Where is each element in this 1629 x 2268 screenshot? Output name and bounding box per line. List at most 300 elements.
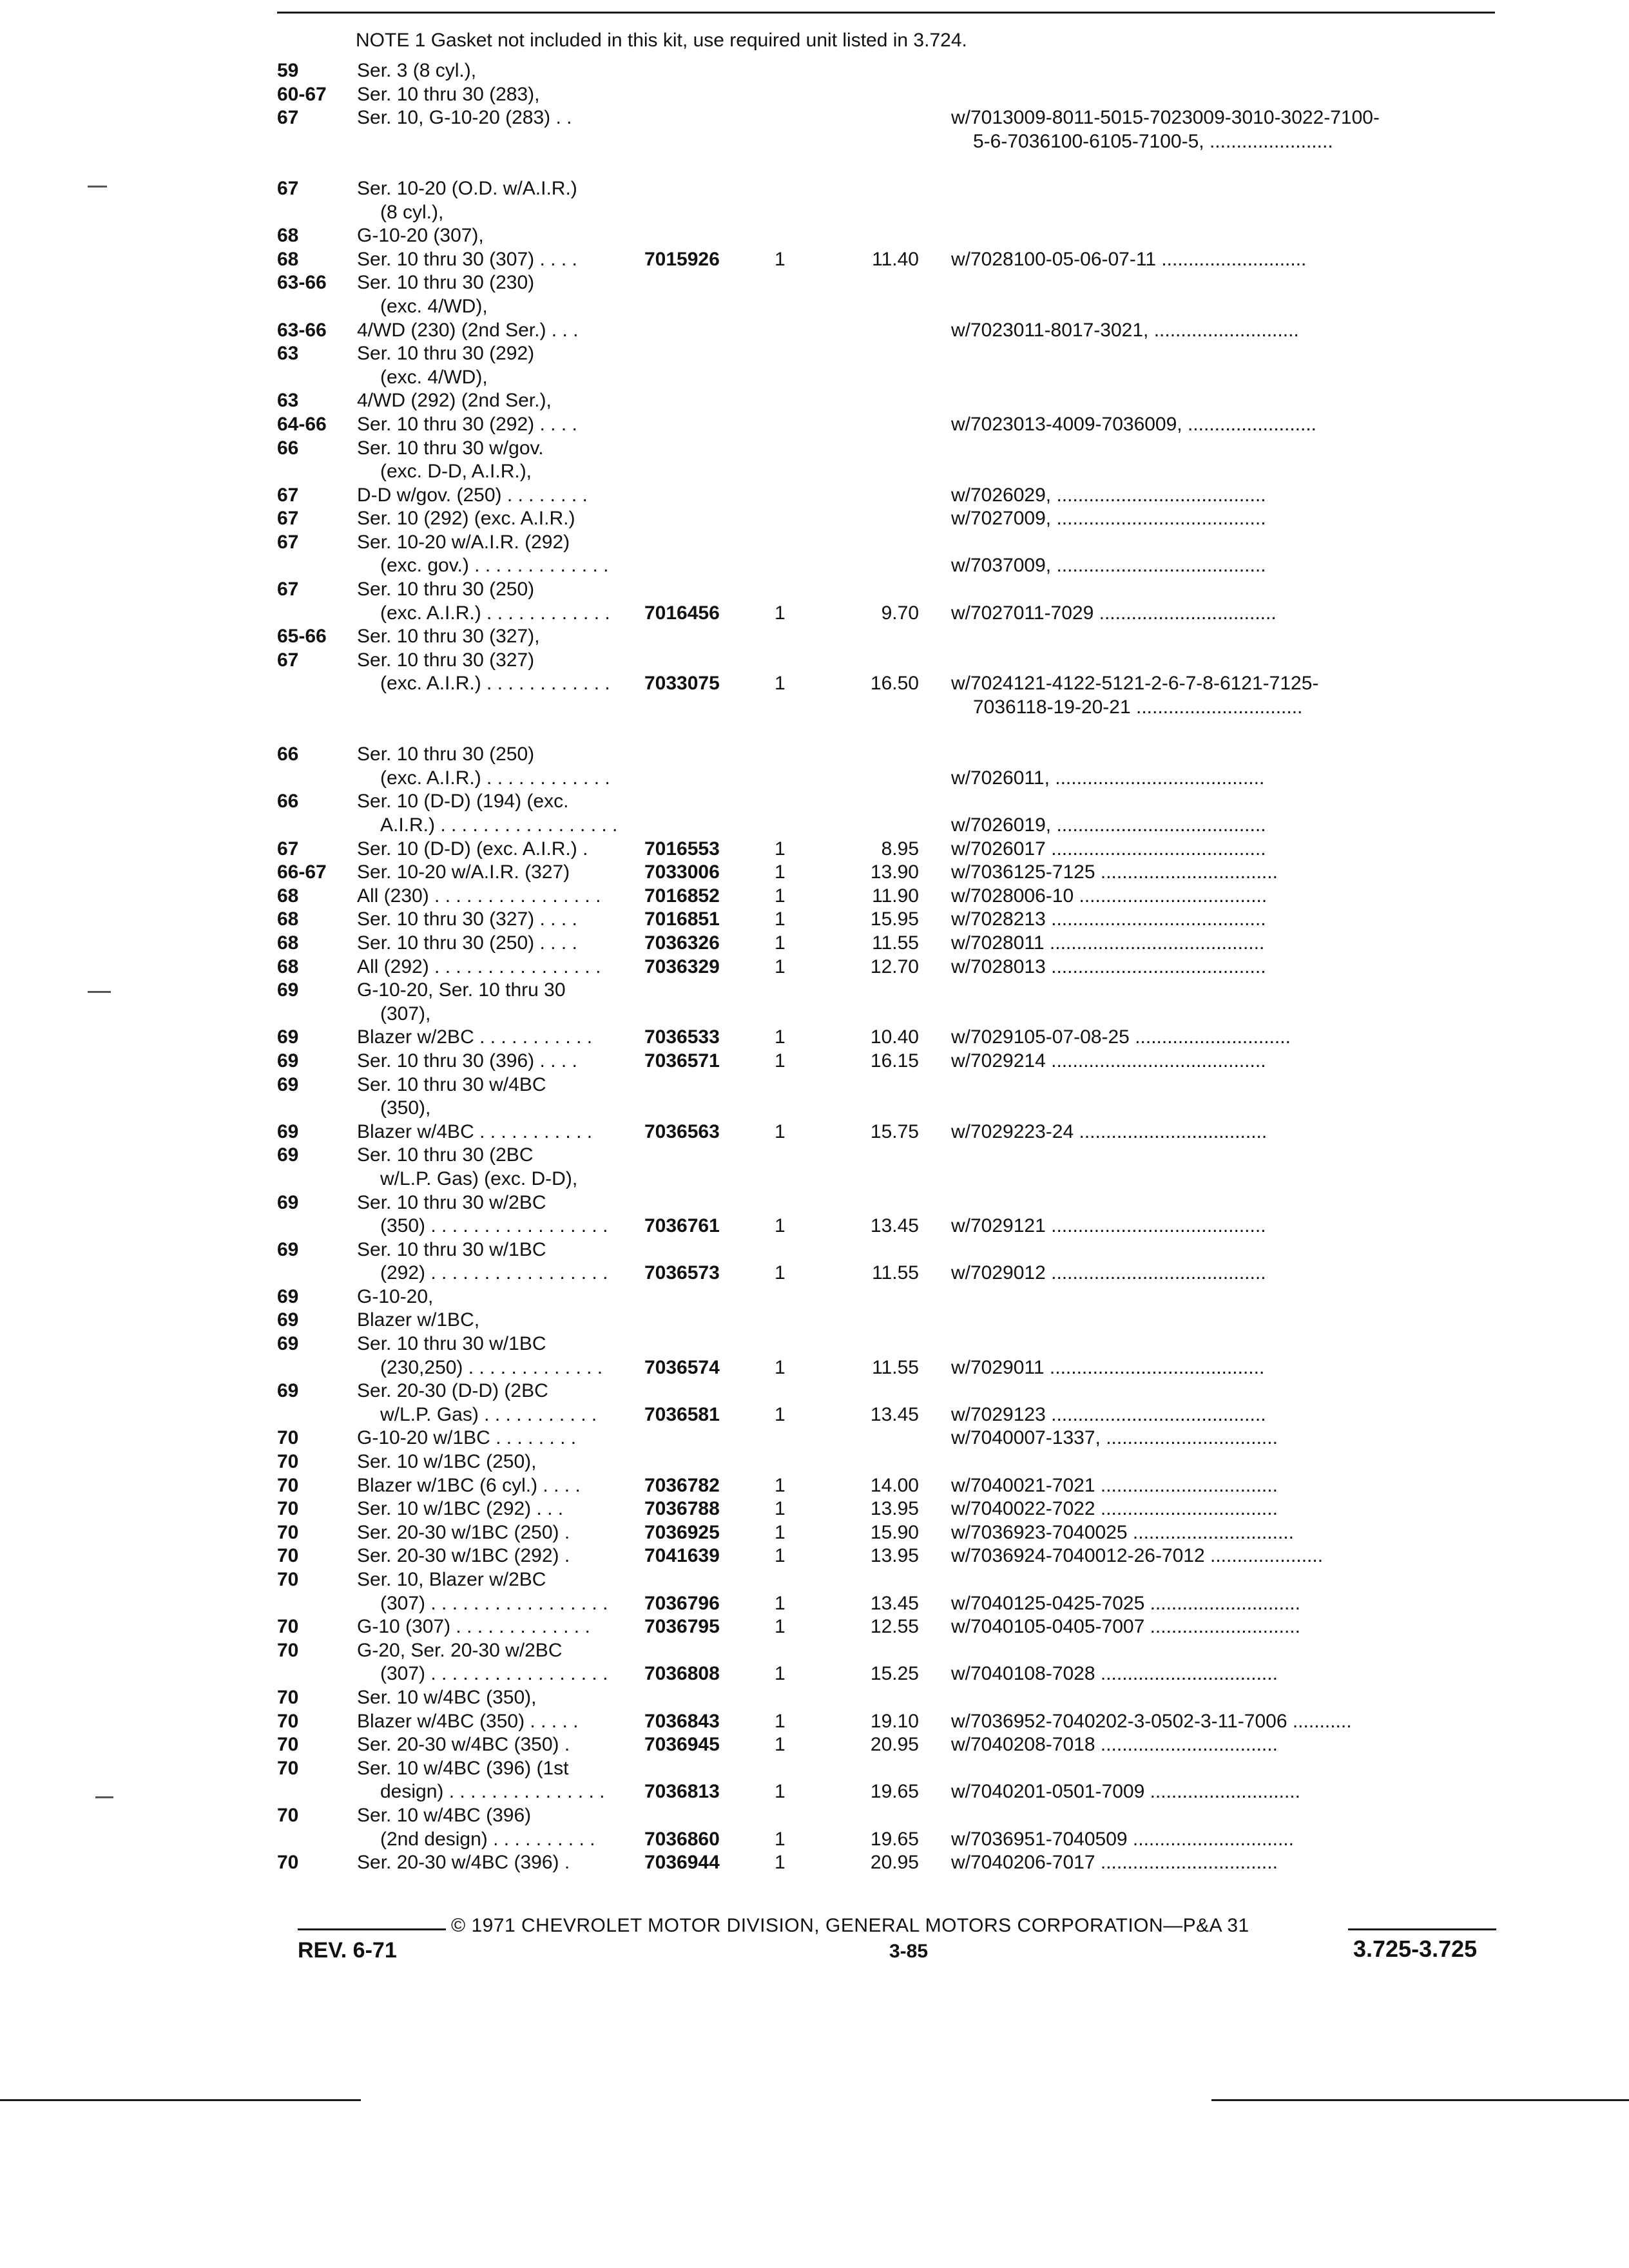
reference: w/7040201-0501-7009 ............................ — [951, 1781, 1300, 1803]
part-number: 7036808 — [644, 1663, 720, 1685]
price: 19.65 — [870, 1828, 919, 1850]
quantity: 1 — [775, 673, 786, 695]
description: Ser. 10 thru 30 (250) . . . . — [357, 932, 577, 954]
reference: w/7037009, ....................................... — [951, 555, 1266, 577]
description: Ser. 3 (8 cyl.), — [357, 60, 477, 81]
model-year: 70 — [277, 1686, 299, 1708]
table-row — [277, 1356, 1521, 1380]
table-row — [277, 224, 1521, 248]
description: (350), — [380, 1097, 431, 1119]
table-row — [277, 1544, 1521, 1568]
model-year: 68 — [277, 248, 299, 270]
quantity: 1 — [775, 1474, 786, 1496]
description: (exc. A.I.R.) . . . . . . . . . . . . — [380, 767, 610, 789]
reference: w/7040208-7018 ................................. — [951, 1734, 1278, 1756]
table-row — [277, 83, 1521, 107]
model-year: 67 — [277, 484, 299, 506]
price: 11.40 — [872, 248, 919, 270]
quantity: 1 — [775, 1852, 786, 1874]
table-row — [277, 554, 1521, 578]
model-year: 70 — [277, 1710, 299, 1732]
model-year: 63 — [277, 343, 299, 365]
table-row — [277, 531, 1521, 555]
model-year: 67 — [277, 579, 299, 601]
description: (exc. A.I.R.) . . . . . . . . . . . . — [380, 673, 610, 695]
reference: w/7040022-7022 ................................. — [951, 1498, 1278, 1520]
quantity: 1 — [775, 1050, 786, 1072]
table-row — [277, 1592, 1521, 1616]
description: Ser. 10 thru 30 (2BC — [357, 1144, 534, 1166]
description: All (292) . . . . . . . . . . . . . . . . — [357, 956, 601, 977]
reference: w/7029012 ........................................ — [951, 1262, 1266, 1284]
table-row — [277, 696, 1521, 720]
reference: w/7040007-1337, ................................ — [951, 1427, 1278, 1449]
description: Ser. 10-20 w/A.I.R. (292) — [357, 531, 570, 553]
price: 13.45 — [870, 1215, 919, 1237]
reference: w/7026029, ....................................... — [951, 484, 1266, 506]
description: Ser. 20-30 (D-D) (2BC — [357, 1380, 548, 1402]
model-year: 70 — [277, 1639, 299, 1661]
reference: w/7040021-7021 ................................. — [951, 1474, 1278, 1496]
table-row — [277, 319, 1521, 343]
top-rule — [277, 12, 1495, 14]
table-row — [277, 1073, 1521, 1097]
description: (307) . . . . . . . . . . . . . . . . . — [380, 1663, 608, 1685]
reference: 7036118-19-20-21 ............................... — [973, 697, 1303, 718]
description: Ser. 10 w/4BC (396) (1st — [357, 1757, 569, 1779]
bottom-rule-right — [1211, 2099, 1629, 2101]
description: G-10-20 (307), — [357, 225, 484, 247]
model-year: 70 — [277, 1734, 299, 1756]
part-number: 7016553 — [644, 838, 720, 860]
model-year: 66 — [277, 791, 299, 812]
price: 13.95 — [870, 1545, 919, 1567]
description: G-10-20, — [357, 1285, 434, 1307]
quantity: 1 — [775, 861, 786, 883]
quantity: 1 — [775, 1781, 786, 1803]
model-year: 69 — [277, 1191, 299, 1213]
description: Ser. 10 thru 30 w/1BC — [357, 1333, 546, 1355]
description: Ser. 20-30 w/1BC (292) . — [357, 1545, 570, 1567]
price: 10.40 — [870, 1026, 919, 1048]
part-number: 7036860 — [644, 1828, 720, 1850]
footer-rule-right — [1348, 1928, 1496, 1930]
model-year: 69 — [277, 1144, 299, 1166]
description: All (230) . . . . . . . . . . . . . . . . — [357, 885, 601, 907]
quantity: 1 — [775, 1616, 786, 1638]
reference: w/7036952-7040202-3-0502-3-11-7006 ........... — [951, 1710, 1352, 1732]
table-row — [277, 153, 1521, 177]
reference: w/7036951-7040509 .............................. — [951, 1828, 1294, 1850]
price: 12.55 — [870, 1616, 919, 1638]
table-row — [277, 248, 1521, 272]
model-year: 68 — [277, 225, 299, 247]
reference: w/7023011-8017-3021, ........................... — [951, 319, 1299, 341]
description: Ser. 10 (D-D) (194) (exc. — [357, 791, 569, 812]
part-number: 7036533 — [644, 1026, 720, 1048]
part-number: 7036796 — [644, 1592, 720, 1614]
table-row — [277, 1191, 1521, 1215]
description: Ser. 20-30 w/1BC (250) . — [357, 1521, 570, 1543]
description: Ser. 10 thru 30 w/1BC — [357, 1238, 546, 1260]
part-number: 7036326 — [644, 932, 720, 954]
table-row — [277, 1568, 1521, 1592]
model-year: 69 — [277, 1073, 299, 1095]
price: 11.55 — [872, 1356, 919, 1378]
table-row — [277, 507, 1521, 531]
description: (292) . . . . . . . . . . . . . . . . . — [380, 1262, 608, 1284]
reference: w/7028213 ........................................ — [951, 908, 1266, 930]
model-year: 66-67 — [277, 861, 327, 883]
table-row — [277, 1639, 1521, 1663]
table-row — [277, 1238, 1521, 1262]
quantity: 1 — [775, 1734, 786, 1756]
part-number: 7016456 — [644, 602, 720, 624]
table-row — [277, 1733, 1521, 1757]
reference: w/7024121-4122-5121-2-6-7-8-6121-7125- — [951, 673, 1319, 695]
description: Ser. 10 w/1BC (250), — [357, 1451, 537, 1473]
description: Ser. 20-30 w/4BC (350) . — [357, 1734, 570, 1756]
table-row — [277, 1427, 1521, 1450]
description: Ser. 10 thru 30 (292) . . . . — [357, 413, 577, 435]
model-year: 68 — [277, 956, 299, 977]
quantity: 1 — [775, 1403, 786, 1425]
quantity: 1 — [775, 1026, 786, 1048]
price: 8.95 — [881, 838, 919, 860]
quantity: 1 — [775, 1262, 786, 1284]
reference: w/7028011 ........................................ — [951, 932, 1265, 954]
reference: w/7040105-0405-7007 ............................ — [951, 1616, 1300, 1638]
parts-list — [277, 59, 1521, 1875]
model-year: 67 — [277, 838, 299, 860]
description: (exc. 4/WD), — [380, 295, 488, 317]
price: 20.95 — [870, 1852, 919, 1874]
quantity: 1 — [775, 1828, 786, 1850]
price: 13.45 — [870, 1403, 919, 1425]
section-number: 3.725-3.725 — [1353, 1936, 1478, 1962]
model-year: 67 — [277, 107, 299, 129]
description: Ser. 10 w/4BC (350), — [357, 1686, 537, 1708]
description: D-D w/gov. (250) . . . . . . . . — [357, 484, 588, 506]
table-row — [277, 1828, 1521, 1852]
table-row — [277, 59, 1521, 83]
table-row — [277, 1662, 1521, 1686]
part-number: 7016852 — [644, 885, 720, 907]
page-number: 3-85 — [889, 1941, 929, 1962]
table-row — [277, 979, 1521, 1003]
model-year: 70 — [277, 1616, 299, 1638]
description: (307), — [380, 1003, 431, 1024]
model-year: 67 — [277, 649, 299, 671]
quantity: 1 — [775, 1545, 786, 1567]
reference: w/7027011-7029 ................................. — [951, 602, 1277, 624]
description: 4/WD (230) (2nd Ser.) . . . — [357, 319, 579, 341]
reference: w/7040206-7017 ................................. — [951, 1852, 1278, 1874]
price: 15.95 — [870, 908, 919, 930]
table-row — [277, 1003, 1521, 1026]
model-year: 69 — [277, 1333, 299, 1355]
table-row — [277, 838, 1521, 861]
model-year: 66 — [277, 744, 299, 765]
part-number: 7036782 — [644, 1474, 720, 1496]
description: Ser. 10 thru 30 w/gov. — [357, 437, 544, 459]
reference: w/7026011, ....................................... — [951, 767, 1265, 789]
quantity: 1 — [775, 602, 786, 624]
quantity: 1 — [775, 1663, 786, 1685]
model-year: 67 — [277, 531, 299, 553]
quantity: 1 — [775, 1521, 786, 1543]
model-year: 70 — [277, 1757, 299, 1779]
table-row — [277, 1332, 1521, 1356]
quantity: 1 — [775, 1120, 786, 1142]
part-number: 7036813 — [644, 1781, 720, 1803]
model-year: 69 — [277, 1285, 299, 1307]
part-number: 7036563 — [644, 1120, 720, 1142]
copyright-text: © 1971 CHEVROLET MOTOR DIVISION, GENERAL MOTORS CORPORATION—P&A 31 — [451, 1915, 1249, 1936]
model-year: 69 — [277, 1026, 299, 1048]
part-number: 7015926 — [644, 248, 720, 270]
description: Ser. 10, Blazer w/2BC — [357, 1569, 546, 1590]
table-row — [277, 1780, 1521, 1804]
model-year: 70 — [277, 1427, 299, 1449]
price: 19.10 — [870, 1710, 919, 1732]
model-year: 70 — [277, 1498, 299, 1520]
reference: w/7029105-07-08-25 ............................. — [951, 1026, 1291, 1048]
quantity: 1 — [775, 908, 786, 930]
description: Ser. 10 (292) (exc. A.I.R.) — [357, 508, 575, 530]
description: Ser. 10 w/1BC (292) . . . — [357, 1498, 564, 1520]
table-row — [277, 1450, 1521, 1474]
table-row — [277, 1215, 1521, 1238]
model-year: 63-66 — [277, 272, 327, 294]
description: Ser. 10 thru 30 (250) — [357, 744, 535, 765]
reference: w/7023013-4009-7036009, ........................ — [951, 413, 1317, 435]
table-row — [277, 1026, 1521, 1050]
description: Ser. 10-20 (O.D. w/A.I.R.) — [357, 177, 577, 199]
table-row — [277, 460, 1521, 484]
description: Blazer w/2BC . . . . . . . . . . . — [357, 1026, 593, 1048]
table-row — [277, 932, 1521, 956]
description: Ser. 10 thru 30 (283), — [357, 83, 540, 105]
reference: w/7028100-05-06-07-11 ........................... — [951, 248, 1307, 270]
description: (230,250) . . . . . . . . . . . . . — [380, 1356, 603, 1378]
table-row — [277, 956, 1521, 979]
description: (307) . . . . . . . . . . . . . . . . . — [380, 1592, 608, 1614]
model-year: 69 — [277, 1309, 299, 1331]
table-row — [277, 908, 1521, 932]
note-text: NOTE 1 Gasket not included in this kit, use required unit listed in 3.724. — [356, 30, 967, 51]
table-row — [277, 672, 1521, 696]
description: Blazer w/4BC (350) . . . . . — [357, 1710, 579, 1732]
quantity: 1 — [775, 1710, 786, 1732]
price: 13.95 — [870, 1498, 919, 1520]
model-year: 69 — [277, 1120, 299, 1142]
description: Ser. 10 thru 30 (327) — [357, 649, 535, 671]
part-number: 7036581 — [644, 1403, 720, 1425]
part-number: 7033006 — [644, 861, 720, 883]
table-row — [277, 578, 1521, 602]
description: w/L.P. Gas) (exc. D-D), — [380, 1168, 578, 1189]
model-year: 70 — [277, 1521, 299, 1543]
table-row — [277, 767, 1521, 791]
table-row — [277, 814, 1521, 838]
description: Ser. 10, G-10-20 (283) . . — [357, 107, 572, 129]
table-row — [277, 1497, 1521, 1521]
table-row — [277, 295, 1521, 319]
description: Ser. 10 thru 30 (327), — [357, 626, 540, 648]
table-row — [277, 106, 1521, 130]
part-number: 7036329 — [644, 956, 720, 977]
reference: w/7029223-24 ................................... — [951, 1120, 1268, 1142]
description: (8 cyl.), — [380, 201, 444, 223]
part-number: 7036573 — [644, 1262, 720, 1284]
quantity: 1 — [775, 248, 786, 270]
bottom-rule-left — [0, 2099, 361, 2101]
description: w/L.P. Gas) . . . . . . . . . . . — [380, 1403, 597, 1425]
table-row — [277, 1474, 1521, 1498]
model-year: 69 — [277, 1380, 299, 1402]
quantity: 1 — [775, 885, 786, 907]
table-row — [277, 1615, 1521, 1639]
table-row — [277, 1403, 1521, 1427]
description: (2nd design) . . . . . . . . . . — [380, 1828, 595, 1850]
description: G-10-20, Ser. 10 thru 30 — [357, 979, 566, 1001]
part-number: 7036944 — [644, 1852, 720, 1874]
part-number: 7036571 — [644, 1050, 720, 1072]
description: Ser. 10 thru 30 (396) . . . . — [357, 1050, 577, 1072]
table-row — [277, 1710, 1521, 1734]
description: Ser. 20-30 w/4BC (396) . — [357, 1852, 570, 1874]
reference: w/7026019, ....................................... — [951, 814, 1266, 836]
reference: w/7036924-7040012-26-7012 ..................... — [951, 1545, 1324, 1567]
model-year: 70 — [277, 1569, 299, 1590]
model-year: 69 — [277, 979, 299, 1001]
table-row — [277, 342, 1521, 366]
revision-label: REV. 6-71 — [298, 1938, 397, 1963]
table-row — [277, 484, 1521, 508]
description: design) . . . . . . . . . . . . . . . — [380, 1781, 605, 1803]
table-row — [277, 1804, 1521, 1828]
price: 13.90 — [870, 861, 919, 883]
price: 15.90 — [870, 1521, 919, 1543]
model-year: 67 — [277, 177, 299, 199]
description: Ser. 10 thru 30 w/4BC — [357, 1073, 546, 1095]
table-row — [277, 1379, 1521, 1403]
table-row — [277, 1262, 1521, 1285]
reference: w/7040108-7028 ................................. — [951, 1663, 1278, 1685]
price: 9.70 — [881, 602, 919, 624]
footer-rule-left — [298, 1928, 446, 1930]
model-year: 70 — [277, 1804, 299, 1826]
model-year: 67 — [277, 508, 299, 530]
description: Ser. 10 (D-D) (exc. A.I.R.) . — [357, 838, 588, 860]
price: 11.55 — [872, 1262, 919, 1284]
description: Ser. 10 thru 30 (327) . . . . — [357, 908, 577, 930]
price: 11.55 — [872, 932, 919, 954]
reference: w/7028006-10 ................................... — [951, 885, 1268, 907]
table-row — [277, 1120, 1521, 1144]
price: 15.75 — [870, 1120, 919, 1142]
part-number: 7036945 — [644, 1734, 720, 1756]
table-row — [277, 177, 1521, 201]
table-row — [277, 1851, 1521, 1875]
description: (exc. gov.) . . . . . . . . . . . . . — [380, 555, 609, 577]
model-year: 69 — [277, 1050, 299, 1072]
table-row — [277, 885, 1521, 908]
table-row — [277, 1309, 1521, 1332]
quantity: 1 — [775, 1215, 786, 1237]
reference: w/7027009, ....................................... — [951, 508, 1266, 530]
description: (exc. A.I.R.) . . . . . . . . . . . . — [380, 602, 610, 624]
reference: w/7013009-8011-5015-7023009-3010-3022-7100- — [951, 107, 1380, 129]
model-year: 59 — [277, 60, 299, 81]
description: Ser. 10 thru 30 (307) . . . . — [357, 248, 577, 270]
table-row — [277, 1757, 1521, 1781]
description: 4/WD (292) (2nd Ser.), — [357, 390, 552, 412]
description: Ser. 10 thru 30 (292) — [357, 343, 535, 365]
price: 12.70 — [870, 956, 919, 977]
reference: w/7040125-0425-7025 ............................ — [951, 1592, 1300, 1614]
reference: w/7036923-7040025 .............................. — [951, 1521, 1294, 1543]
price: 14.00 — [870, 1474, 919, 1496]
quantity: 1 — [775, 932, 786, 954]
description: (350) . . . . . . . . . . . . . . . . . — [380, 1215, 608, 1237]
price: 16.50 — [870, 673, 919, 695]
table-row — [277, 271, 1521, 295]
table-row — [277, 1050, 1521, 1073]
quantity: 1 — [775, 1498, 786, 1520]
table-row — [277, 389, 1521, 413]
price: 11.90 — [872, 885, 919, 907]
description: Ser. 10-20 w/A.I.R. (327) — [357, 861, 570, 883]
model-year: 68 — [277, 908, 299, 930]
description: G-10 (307) . . . . . . . . . . . . . — [357, 1616, 590, 1638]
reference: w/7036125-7125 ................................. — [951, 861, 1278, 883]
model-year: 66 — [277, 437, 299, 459]
quantity: 1 — [775, 956, 786, 977]
margin-mark — [95, 1796, 113, 1798]
table-row — [277, 413, 1521, 437]
part-number: 7036761 — [644, 1215, 720, 1237]
table-row — [277, 201, 1521, 225]
price: 13.45 — [870, 1592, 919, 1614]
model-year: 68 — [277, 885, 299, 907]
model-year: 63-66 — [277, 319, 327, 341]
reference: 5-6-7036100-6105-7100-5, ....................... — [973, 130, 1333, 152]
reference: w/7029011 ........................................ — [951, 1356, 1265, 1378]
reference: w/7026017 ........................................ — [951, 838, 1266, 860]
description: Ser. 10 thru 30 (250) — [357, 579, 535, 601]
model-year: 65-66 — [277, 626, 327, 648]
table-row — [277, 861, 1521, 885]
description: Ser. 10 w/4BC (396) — [357, 1804, 532, 1826]
model-year: 70 — [277, 1545, 299, 1567]
table-row — [277, 720, 1521, 744]
table-row — [277, 130, 1521, 154]
reference: w/7029123 ........................................ — [951, 1403, 1266, 1425]
table-row — [277, 1097, 1521, 1120]
description: (exc. 4/WD), — [380, 366, 488, 388]
description: Ser. 10 thru 30 (230) — [357, 272, 535, 294]
part-number: 7033075 — [644, 673, 720, 695]
table-row — [277, 625, 1521, 649]
description: Blazer w/1BC, — [357, 1309, 480, 1331]
description: (exc. D-D, A.I.R.), — [380, 461, 532, 483]
reference: w/7029214 ........................................ — [951, 1050, 1266, 1072]
model-year: 60-67 — [277, 83, 327, 105]
part-number: 7036925 — [644, 1521, 720, 1543]
description: G-10-20 w/1BC . . . . . . . . — [357, 1427, 577, 1449]
